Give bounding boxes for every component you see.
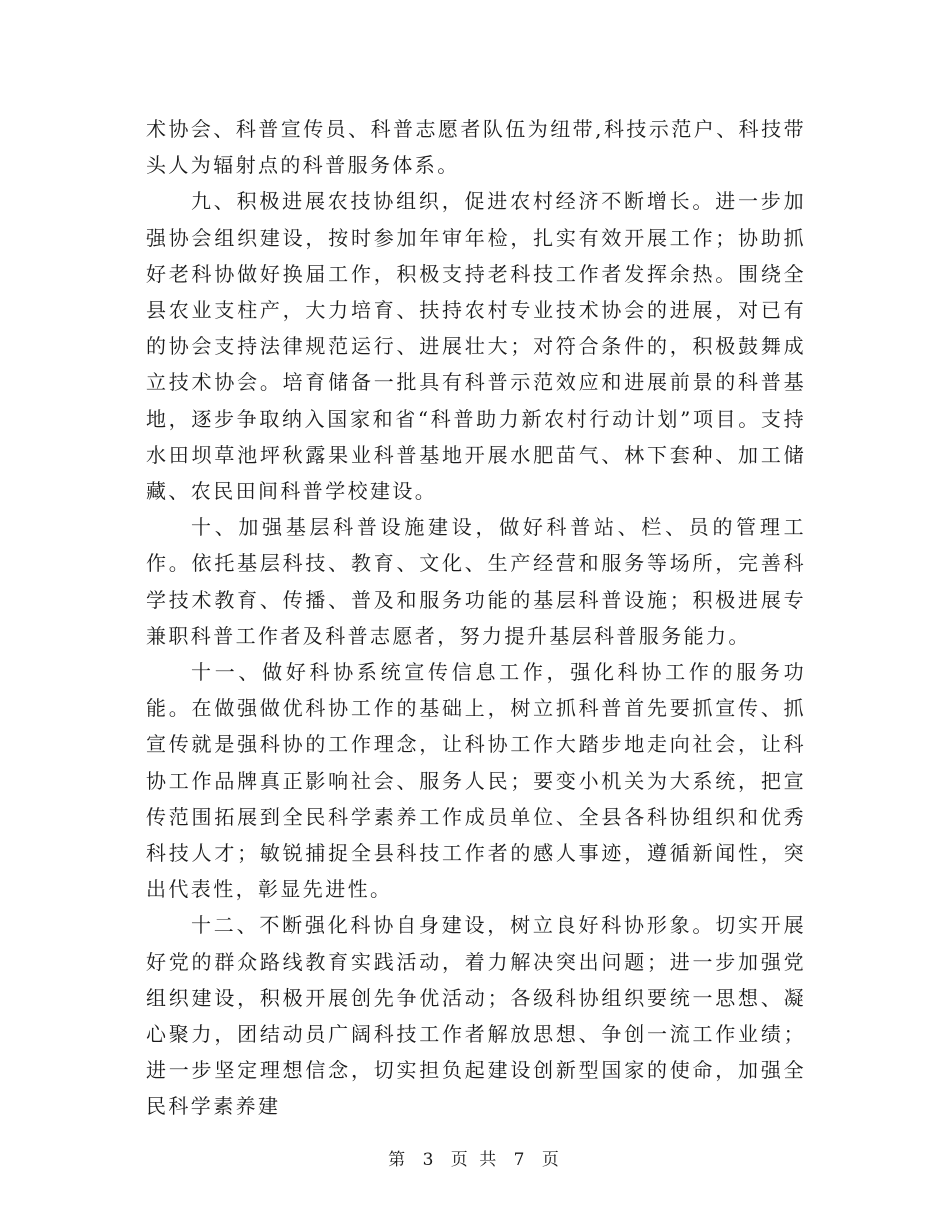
document-body <box>146 111 806 1125</box>
paragraph-item-9: 九、积极进展农技协组织，促进农村经济不断增长。进一步加强协会组织建设，按时参加年审年检，扎实有效开展工作；协助抓好老科协做好换届工作，积极支持老科技工作者发挥余热。围绕全县农业支柱产，大力培育、扶持农村专业技术协会的进展，对已有的协会支持法律规范运行、进展壮大；对符合条件的，积极鼓舞成立技术协会。培育储备一批具有科普示范效应和进展前景的科普基地，逐步争取纳入国家和省“科普助力新农村行动计划”项目。支持水田坝草池坪秋露果业科普基地开展水肥苗气、林下套种、加工储藏、农民田间科普学校建设。 <box>146 189 806 504</box>
page-footer <box>0 1145 950 1170</box>
current-page-number: 3 <box>422 1150 437 1170</box>
footer-prefix: 第 <box>388 1150 409 1170</box>
paragraph-item-12: 十二、不断强化科协自身建设，树立良好科协形象。切实开展好党的群众路线教育实践活动，着力解决突出问题；进一步加强党组织建设，积极开展创先争优活动；各级科协组织要统一思想、凝心聚力，团结动员广阔科技工作者解放思想、争创一流工作业绩；进一步坚定理想信念，切实担负起建设创新型国家的使命，加强全民科学素养建 <box>146 913 806 1119</box>
paragraph-item-11: 十一、做好科协系统宣传信息工作，强化科协工作的服务功能。在做强做优科协工作的基础上，树立抓科普首先要抓宣传、抓宣传就是强科协的工作理念，让科协工作大踏步地走向社会，让科协工作品牌真正影响社会、服务人民；要变小机关为大系统，把宣传范围拓展到全民科学素养工作成员单位、全县各科协组织和优秀科技人才；敏锐捕捉全县科技工作者的感人事迹，遵循新闻性，突出代表性，彰显先进性。 <box>146 660 806 902</box>
total-page-number: 7 <box>513 1150 528 1170</box>
footer-suffix: 页 <box>541 1150 562 1170</box>
paragraph-continuation: 术协会、科普宣传员、科普志愿者队伍为纽带,科技示范户、科技带头人为辐射点的科普服务体系。 <box>146 117 806 178</box>
paragraph-item-10: 十、加强基层科普设施建设，做好科普站、栏、员的管理工作。依托基层科技、教育、文化、生产经营和服务等场所，完善科学技术教育、传播、普及和服务功能的基层科普设施；积极进展专兼职科普工作者及科普志愿者，努力提升基层科普服务能力。 <box>146 515 806 648</box>
footer-middle: 页 共 <box>450 1150 500 1170</box>
